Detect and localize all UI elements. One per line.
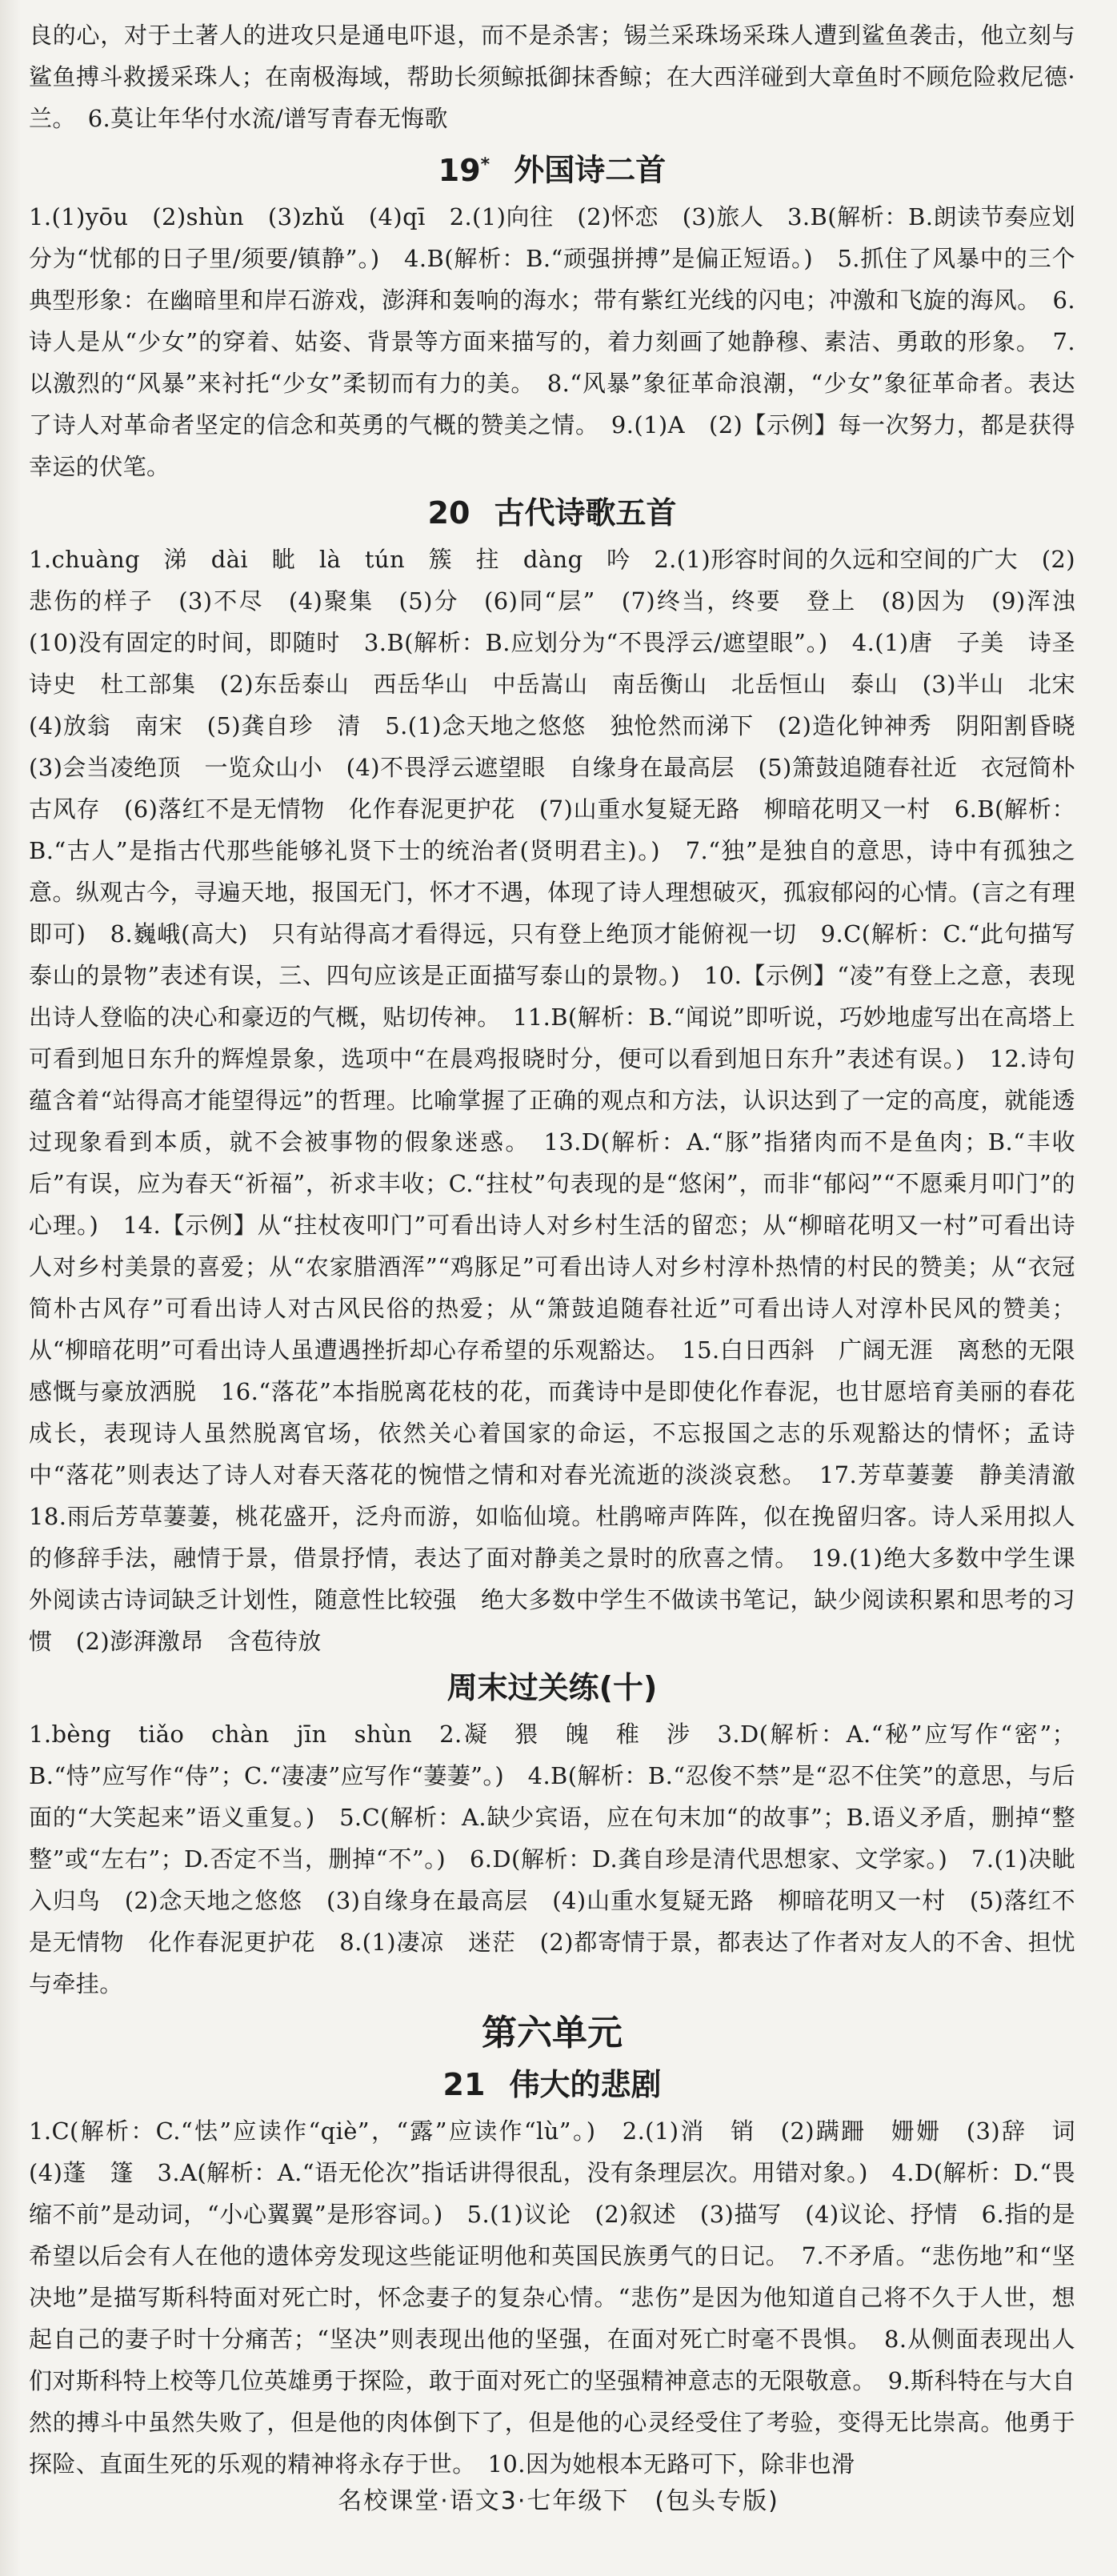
lesson-19-title: 外国诗二首 bbox=[514, 152, 667, 188]
lesson-19-answers: 1.(1)yōu (2)shùn (3)zhǔ (4)qī 2.(1)向往 (2)怀恋 (3)旅人 3.B(解析：B.朗读节奏应划分为“忧郁的日子里/须要/镇静”。) 4.B(解析：B.“顽强拼搏”是偏正短语。) 5.抓住了风暴中的三个典型形象：在幽暗里和岸石游戏，澎湃和轰响的海水；带有紫红光线的闪电；冲激和飞旋的海风。 6.诗人是从“少女”的穿着、姑姿、背景等方面来描写的，着力刻画了她静穆、素洁、勇敢的形象。 7.以激烈的“风暴”来衬托“少女”柔韧而有力的美。 8.“风暴”象征革命浪潮，“少女”象征革命者。表达了诗人对革命者坚定的信念和英勇的气概的赞美之情。 9.(1)A (2)【示例】每一次努力，都是获得幸运的伏笔。 bbox=[29, 202, 1075, 480]
lesson-21-heading bbox=[29, 2061, 1075, 2109]
binding-gutter bbox=[0, 0, 21, 2576]
lesson-19-heading bbox=[29, 141, 1075, 194]
page-footer: 名校课堂·语文3·七年级下 (包头专版) bbox=[338, 2487, 779, 2515]
unit-6-heading: 第六单元 bbox=[482, 2012, 623, 2053]
lesson-19-number: 19* bbox=[438, 152, 490, 188]
lesson-21-answers: 1.C(解析：C.“怯”应读作“qiè”，“露”应读作“lù”。) 2.(1)消 销 (2)蹒跚 姗姗 (3)辞 词 (4)蓬 篷 3.A(解析：A.“语无伦次”指话讲得很乱，没有条理层次。用错对象。) 4.D(解析：D.“畏缩不前”是动词，“小心翼翼”是形容词。) 5.(1)议论 (2)叙述 (3)描写 (4)议论、抒情 6.指的是希望以后会有人在他的遗体旁发现这些能证明他和英国民族勇气的日记。 7.不矛盾。“悲伤地”和“坚决地”是描写斯科特面对死亡时，怀念妻子的复杂心情。“悲伤”是因为他知道自己将不久于人世，想起自己的妻子时十分痛苦；“坚决”则表现出他的坚强，在面对死亡时毫不畏惧。 8.从侧面表现出人们对斯科特上校等几位英雄勇于探险，敢于面对死亡的坚强精神意志的无限敬意。 9.斯科特在与大自然的搏斗中虽然失败了，但是他的肉体倒下了，但是他的心灵经受住了考验，变得无比崇高。他勇于探险、直面生死的乐观的精神将永存于世。 10.因为她根本无路可下，除非也滑 bbox=[29, 2117, 1099, 2478]
lesson-20-heading bbox=[29, 489, 1075, 537]
intro-paragraph: 良的心，对于土著人的进攻只是通电吓退，而不是杀害；锡兰采珠场采珠人遭到鲨鱼袭击，他立刻与鲨鱼搏斗救援采珠人；在南极海域，帮助长须鲸抵御抹香鲸；在大西洋碰到大章鱼时不顾危险救尼德·兰。 6.莫让年华付水流/谱写青春无悔歌 bbox=[29, 22, 1075, 132]
lesson-20-number: 20 bbox=[427, 495, 470, 531]
lesson-21-title: 伟大的悲剧 bbox=[509, 2066, 662, 2102]
lesson-20-title: 古代诗歌五首 bbox=[494, 495, 677, 531]
weekend-practice-answers: 1.bèng tiǎo chàn jīn shùn 2.凝 猥 魄 稚 涉 3.D(解析：A.“秘”应写作“密”；B.“恃”应写作“侍”；C.“凄凄”应写作“萋萋”。) 4.B(解析：B.“忍俊不禁”是“忍不住笑”的意思，与后面的“大笑起来”语义重复。) 5.C(解析：A.缺少宾语，应在句末加“的故事”；B.语义矛盾，删掉“整整”或“左右”；D.否定不当，删掉“不”。) 6.D(解析：D.龚自珍是清代思想家、文学家。) 7.(1)决眦入归鸟 (2)念天地之悠悠 (3)自缘身在最高层 (4)山重水复疑无路 柳暗花明又一村 (5)落红不是无情物 化作春泥更护花 8.(1)凄凉 迷茫 (2)都寄情于景，都表达了作者对友人的不舍、担忧与牵挂。 bbox=[29, 1720, 1075, 1997]
lesson-21-number: 21 bbox=[442, 2066, 486, 2102]
weekend-practice-heading: 周末过关练(十) bbox=[446, 1669, 658, 1705]
lesson-20-answers: 1.chuàng 涕 dài 眦 là tún 簇 拄 dàng 吟 2.(1)形容时间的久远和空间的广大 (2)悲伤的样子 (3)不尽 (4)聚集 (5)分 (6)同“层” (7)终当，终要 登上 (8)因为 (9)浑浊 (10)没有固定的时间，即随时 3.B(解析：B.应划分为“不畏浮云/遮望眼”。) 4.(1)唐 子美 诗圣 诗史 杜工部集 (2)东岳泰山 西岳华山 中岳嵩山 南岳衡山 北岳恒山 泰山 (3)半山 北宋 (4)放翁 南宋 (5)龚自珍 清 5.(1)念天地之悠悠 独怆然而涕下 (2)造化钟神秀 阴阳割昏晓 (3)会当凌绝顶 一览众山小 (4)不畏浮云遮望眼 自缘身在最高层 (5)箫鼓追随春社近 衣冠简朴古风存 (6)落红不是无情物 化作春泥更护花 (7)山重水复疑无路 柳暗花明又一村 6.B(解析：B.“古人”是指古代那些能够礼贤下士的统治者(贤明君主)。) 7.“独”是独自的意思，诗中有孤独之意。纵观古今，寻遍天地，报国无门，怀才不遇，体现了诗人理想破灭，孤寂郁闷的心情。(言之有理即可) 8.巍峨(高大) 只有站得高才看得远，只有登上绝顶才能俯视一切 9.C(解析：C.“此句描写泰山的景物”表述有误，三、四句应该是正面描写泰山的景物。) 10.【示例】“凌”有登上之意，表现出诗人登临的决心和豪迈的气概，贴切传神。 11.B(解析：B.“闻说”即听说，巧妙地虚写出在高塔上可看到旭日东升的辉煌景象，选项中“在晨鸡报晓时分，便可以看到旭日东升”表述有误。) 12.诗句蕴含着“站得高才能望得远”的哲理。比喻掌握了正确的观点和方法，认识达到了一定的高度，就能透过现象看到本质，就不会被事物的假象迷惑。 13.D(解析：A.“豚”指猪肉而不是鱼肉；B.“丰收后”有误，应为春天“祈福”，祈求丰收；C.“拄杖”句表现的是“悠闲”，而非“郁闷”“不愿乘月叩门”的心理。) 14.【示例】从“拄杖夜叩门”可看出诗人对乡村生活的留恋；从“柳暗花明又一村”可看出诗人对乡村美景的喜爱；从“农家腊酒浑”“鸡豚足”可看出诗人对乡村淳朴热情的村民的赞美；从“衣冠简朴古风存”可看出诗人对古风民俗的热爱；从“箫鼓追随春社近”可看出诗人对淳朴民风的赞美；从“柳暗花明”可看出诗人虽遭遇挫折却心存希望的乐观豁达。 15.白日西斜 广阔无涯 离愁的无限感慨与豪放洒脱 16.“落花”本指脱离花枝的花，而龚诗中是即使化作春泥，也甘愿培育美丽的春花成长，表现诗人虽然脱离官场，依然关心着国家的命运，不忘报国之志的乐观豁达的情怀；孟诗中“落花”则表达了诗人对春天落花的惋惜之情和对春光流逝的淡淡哀愁。 17.芳草萋萋 静美清澈 18.雨后芳草萋萋，桃花盛开，泛舟而游，如临仙境。杜鹃啼声阵阵，似在挽留归客。诗人采用拟人的修辞手法，融情于景，借景抒情，表达了面对静美之景时的欣喜之情。 19.(1)绝大多数中学生课外阅读古诗词缺乏计划性，随意性比较强 绝大多数中学生不做读书笔记，缺少阅读积累和思考的习惯 (2)澎湃激昂 含苞待放 bbox=[29, 545, 1099, 1655]
